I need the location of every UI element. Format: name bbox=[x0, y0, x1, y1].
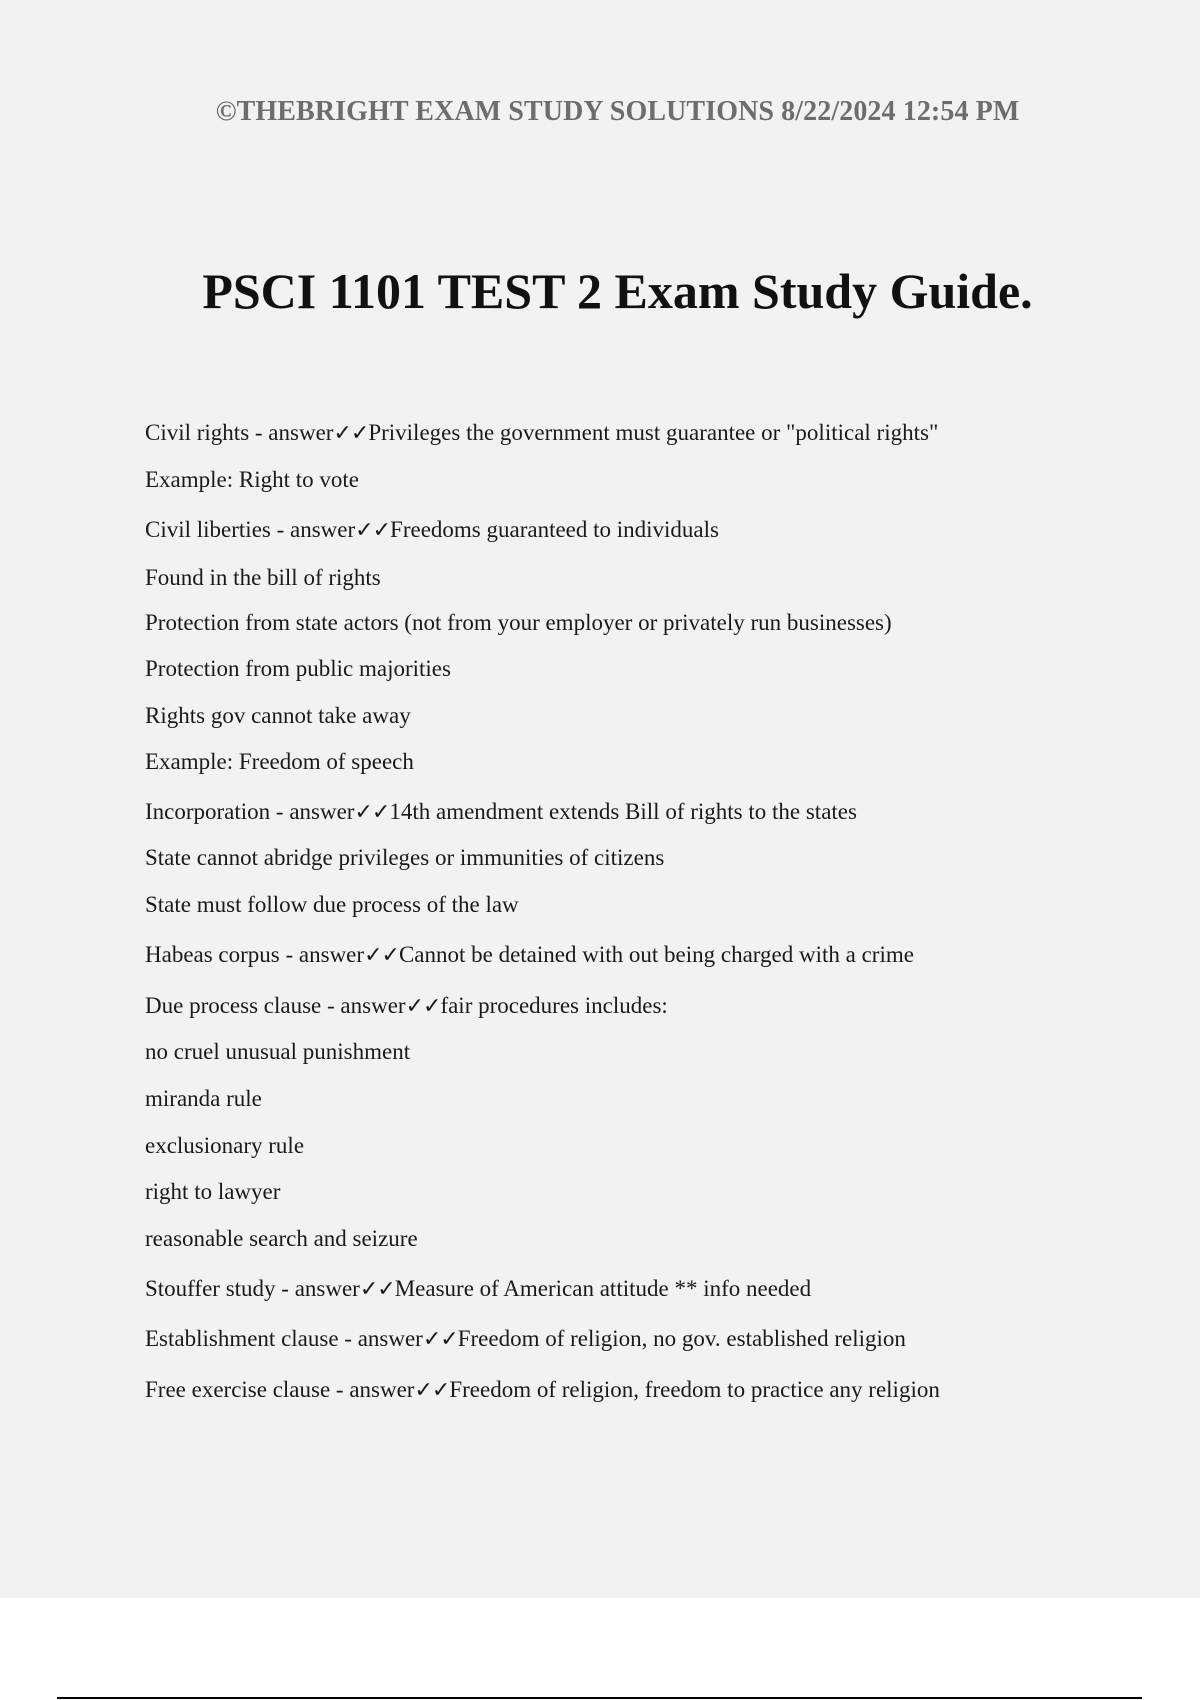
text-line: Example: Freedom of speech bbox=[145, 749, 414, 774]
answer-text: 14th amendment extends Bill of rights to the states bbox=[389, 799, 857, 824]
qa-line bbox=[145, 517, 719, 543]
double-check-icon: ✓✓ bbox=[355, 518, 391, 543]
answer-text: Cannot be detained with out being charged with a crime bbox=[398, 942, 914, 967]
document-title: PSCI 1101 TEST 2 Exam Study Guide. bbox=[202, 263, 1033, 319]
text-line: exclusionary rule bbox=[145, 1133, 305, 1158]
double-check-icon: ✓✓ bbox=[405, 994, 441, 1019]
footer-divider bbox=[57, 1697, 1142, 1699]
text-line: no cruel unusual punishment bbox=[145, 1039, 411, 1064]
qa-line bbox=[145, 1377, 940, 1403]
text-line: State must follow due process of the law bbox=[145, 892, 519, 917]
qa-line bbox=[145, 1326, 906, 1352]
answer-text: Measure of American attitude ** info needed bbox=[394, 1276, 812, 1301]
double-check-icon: ✓✓ bbox=[422, 1327, 458, 1352]
text-line: Found in the bill of rights bbox=[145, 565, 381, 590]
text-line: reasonable search and seizure bbox=[145, 1226, 418, 1251]
double-check-icon: ✓✓ bbox=[364, 943, 399, 968]
text-line: Example: Right to vote bbox=[145, 467, 359, 492]
answer-text: fair procedures includes: bbox=[440, 993, 668, 1018]
term-text: Due process clause - answer bbox=[145, 993, 406, 1018]
answer-text: Freedom of religion, freedom to practice any religion bbox=[449, 1377, 940, 1402]
qa-line bbox=[145, 1276, 811, 1302]
term-text: Habeas corpus - answer bbox=[145, 942, 365, 967]
term-text: Incorporation - answer bbox=[145, 799, 355, 824]
answer-text: Privileges the government must guarantee or "political rights" bbox=[368, 420, 939, 445]
double-check-icon: ✓✓ bbox=[414, 1378, 450, 1403]
page-header: ©THEBRIGHT EXAM STUDY SOLUTIONS 8/22/2024 12:54 PM bbox=[215, 96, 1020, 127]
term-text: Civil rights - answer bbox=[145, 420, 334, 445]
text-line: Protection from state actors (not from your employer or privately run businesses) bbox=[145, 610, 892, 635]
text-line: State cannot abridge privileges or immunities of citizens bbox=[145, 845, 665, 870]
double-check-icon: ✓✓ bbox=[333, 421, 369, 446]
answer-text: Freedom of religion, no gov. established religion bbox=[457, 1326, 906, 1351]
qa-line bbox=[145, 942, 914, 968]
text-line: right to lawyer bbox=[145, 1179, 281, 1204]
qa-line bbox=[145, 799, 857, 825]
qa-line bbox=[145, 993, 668, 1019]
qa-line bbox=[145, 420, 938, 446]
answer-text: Freedoms guaranteed to individuals bbox=[390, 517, 719, 542]
text-line: Rights gov cannot take away bbox=[145, 703, 411, 728]
term-text: Civil liberties - answer bbox=[145, 517, 356, 542]
term-text: Establishment clause - answer bbox=[145, 1326, 423, 1351]
double-check-icon: ✓✓ bbox=[359, 1277, 395, 1302]
double-check-icon: ✓✓ bbox=[354, 800, 390, 825]
term-text: Stouffer study - answer bbox=[145, 1276, 360, 1301]
term-text: Free exercise clause - answer bbox=[145, 1377, 415, 1402]
text-line: miranda rule bbox=[145, 1086, 262, 1111]
text-line: Protection from public majorities bbox=[145, 656, 451, 681]
